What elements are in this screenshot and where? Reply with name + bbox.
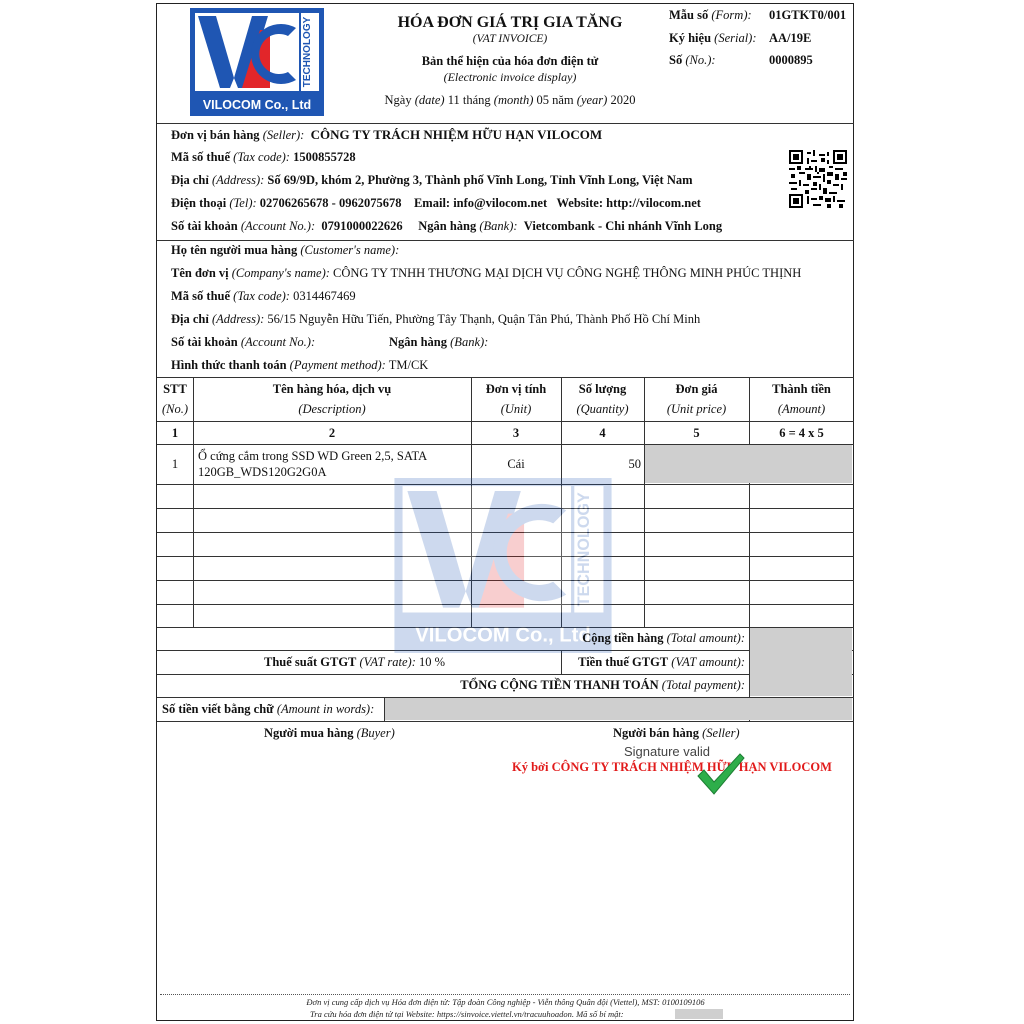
col-number: 2 <box>328 426 336 440</box>
vat-amount-label: Tiền thuế GTGT (VAT amount): <box>578 655 745 669</box>
total-amount-label: Cộng tiền hàng (Total amount): <box>582 631 745 645</box>
row-description-line2: 120GB_WDS120G2G0A <box>198 465 327 479</box>
seller-address-row: Địa chỉ (Address): Số 69/9D, khóm 2, Phường 3, Thành phố Vĩnh Long, Tỉnh Vĩnh Long, Việt Nam <box>171 173 693 187</box>
buyer-account-row: Số tài khoản (Account No.): <box>171 335 316 349</box>
col-header-amount: Thành tiền <box>772 382 831 396</box>
col-header-no-en: (No.) <box>161 402 189 416</box>
col-header-amount-en: (Amount) <box>777 402 826 416</box>
serial-label: Ký hiệu (Serial): <box>669 31 757 45</box>
invoice-number-value: 0000895 <box>769 53 813 67</box>
col-number: 5 <box>693 426 700 440</box>
vilocom-logo <box>190 8 324 116</box>
serial-value: AA/19E <box>769 31 812 45</box>
buyer-signature-label: Người mua hàng (Buyer) <box>264 726 395 740</box>
watermark-company-text: VILOCOM Co., Ltd <box>415 624 591 647</box>
seller-signature-label: Người bán hàng (Seller) <box>613 726 740 740</box>
buyer-address-row: Địa chỉ (Address): 56/15 Nguyễn Hữu Tiến, Phường Tây Thạnh, Quận Tân Phú, Thành Phố Hồ Chí Minh <box>171 312 701 326</box>
row-unit: Cái <box>507 457 525 471</box>
invoice-title: HÓA ĐƠN GIÁ TRỊ GIA TĂNG <box>397 14 623 31</box>
col-number: 1 <box>171 426 179 440</box>
col-header-unit: Đơn vị tính <box>485 382 547 396</box>
col-number: 4 <box>599 426 606 440</box>
col-header-description-en: (Description) <box>298 402 366 416</box>
redacted-totals-cell <box>750 628 852 696</box>
form-label: Mẫu số (Form): <box>669 8 752 22</box>
col-header-quantity-en: (Quantity) <box>576 402 629 416</box>
buyer-bank-row: Ngân hàng (Bank): <box>389 335 489 349</box>
seller-name-row: Đơn vị bán hàng (Seller): CÔNG TY TRÁCH NHIỆM HỮU HẠN VILOCOM <box>171 127 603 142</box>
qr-code-icon <box>789 150 847 208</box>
invoice-date: Ngày (date) 11 tháng (month) 05 năm (year) 2020 <box>384 93 636 107</box>
footer-provider-text: Đơn vị cung cấp dịch vụ Hóa đơn điện tử: Tập đoàn Công nghiệp - Viễn thông Quân đội (Viettel), MST: 0100109106 <box>306 997 705 1007</box>
form-value: 01GTKT0/001 <box>769 8 847 22</box>
redacted-words-cell <box>385 698 852 720</box>
watermark-side-text: TECHNOLOGY <box>574 492 593 607</box>
buyer-payment-row: Hình thức thanh toán (Payment method): TM/CK <box>171 358 429 372</box>
logo-side-text: TECHNOLOGY <box>302 16 313 88</box>
col-header-no: STT <box>163 382 187 396</box>
amount-in-words-label: Số tiền viết bằng chữ (Amount in words): <box>162 702 375 716</box>
row-no: 1 <box>171 457 179 471</box>
checkmark-icon <box>696 752 746 796</box>
col-header-unit-price-en: (Unit price) <box>666 402 727 416</box>
totals-border <box>157 721 854 722</box>
row-quantity: 50 <box>628 457 641 471</box>
logo-company-text: VILOCOM Co., Ltd <box>202 98 312 112</box>
footer-lookup-text: Tra cứu hóa đơn điện tử tại Website: https://sinvoice.viettel.vn/tracuuhoadon. Mã số bí mật: <box>310 1009 624 1019</box>
col-number: 6 = 4 x 5 <box>779 426 824 440</box>
col-header-description: Tên hàng hóa, dịch vụ <box>272 382 392 396</box>
footer-divider <box>160 994 850 995</box>
redacted-price-cell <box>645 445 852 483</box>
invoice-subtitle-en: (Electronic invoice display) <box>443 70 577 84</box>
col-header-unit-en: (Unit) <box>500 402 532 416</box>
vat-rate-row: Thuế suất GTGT (VAT rate): 10 % <box>264 655 446 669</box>
signature-valid-text: Signature valid <box>624 744 710 759</box>
col-number: 3 <box>512 426 520 440</box>
seller-account-row: Số tài khoản (Account No.): 0791000022626 Ngân hàng (Bank): Vietcombank - Chi nhánh Vĩnh Long <box>171 219 723 233</box>
col-header-unit-price: Đơn giá <box>675 382 718 396</box>
signed-by-text: Ký bởi CÔNG TY TRÁCH NHIỆM HỮU HẠN VILOCOM <box>512 760 832 774</box>
seller-contact-row: Điện thoại (Tel): 02706265678 - 0962075678 Email: info@vilocom.net Website: http://vilocom.net <box>171 196 701 210</box>
row-description-line1: Ổ cứng cắm trong SSD WD Green 2,5, SATA <box>198 449 428 463</box>
buyer-name-row: Họ tên người mua hàng (Customer's name): <box>171 243 400 257</box>
buyer-tax-row: Mã số thuế (Tax code): 0314467469 <box>171 289 356 303</box>
invoice-subtitle: Bản thể hiện của hóa đơn điện tử <box>421 54 599 68</box>
invoice-title-en: (VAT INVOICE) <box>472 33 548 45</box>
invoice-number-label: Số (No.): <box>669 53 716 67</box>
buyer-company-row: Tên đơn vị (Company's name): CÔNG TY TNHH THƯƠNG MẠI DỊCH VỤ CÔNG NGHỆ THÔNG MINH PHÚC THỊNH <box>171 266 802 280</box>
redacted-secret-code <box>675 1009 723 1019</box>
total-payment-label: TỔNG CỘNG TIỀN THANH TOÁN (Total payment): <box>460 678 745 692</box>
seller-tax-row: Mã số thuế (Tax code): 1500855728 <box>171 150 356 164</box>
divider <box>157 123 854 124</box>
col-header-quantity: Số lượng <box>578 382 627 396</box>
divider <box>157 240 854 241</box>
